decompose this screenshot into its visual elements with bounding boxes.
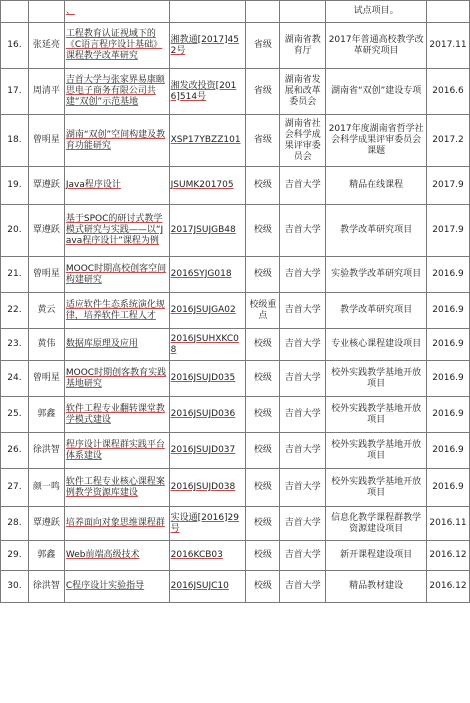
cell-org: 吉首大学 [280,397,326,433]
cell-title: 适应软件生态系统演化规律，培养软件工程人才 [64,293,169,329]
cell-name: 郭鑫 [28,541,64,571]
table-row [1,1,470,23]
cell-title: Java程序设计 [64,167,169,205]
cell-code: 2016JSUHXKC08 [169,329,246,361]
cell-date: 2016.9 [427,293,470,329]
cell-date: 2016.9 [427,361,470,397]
cell-code: 湘教通[2017]452号 [169,23,246,69]
cell-kind: 校外实践教学基地开放项目 [326,361,427,397]
cell-level: 校级 [246,167,280,205]
cell-org: 吉首大学 [280,329,326,361]
cell-org: 吉首大学 [280,167,326,205]
cell-name: 张延亮 [28,23,64,69]
cell-org: 湖南省社会科学成果评审委员会 [280,115,326,167]
cell-level: 校级重点 [246,293,280,329]
cell-title: 、 [64,1,169,23]
cell-title: 基于SPOC的研讨式教学模式研究与实践——以“Java程序设计”课程为例 [64,205,169,257]
cell-name: 徐洪智 [28,571,64,603]
cell-code: 2016JSUJD035 [169,361,246,397]
cell-code: 2016SYJG018 [169,257,246,293]
cell-name: 黄云 [28,293,64,329]
cell-title: 软件工程专业翻转课堂教学模式建设 [64,397,169,433]
cell-no: 22. [1,293,29,329]
cell-title: Web前端高级技术 [64,541,169,571]
cell-name: 覃遵跃 [28,205,64,257]
cell-kind: 湖南省“双创”建设专项 [326,69,427,115]
cell-kind: 教学改革研究项目 [326,205,427,257]
cell-kind: 校外实践教学基地开放项目 [326,433,427,469]
table-row [1,167,470,205]
table-row [1,571,470,603]
cell-level: 校级 [246,329,280,361]
cell-code: 2017JSUJGB48 [169,205,246,257]
table-row [1,361,470,397]
cell-name: 徐洪智 [28,433,64,469]
cell-date: 2016.9 [427,329,470,361]
cell-kind: 校外实践教学基地开放项目 [326,469,427,507]
cell-date: 2016.9 [427,469,470,507]
cell-no [1,1,29,23]
cell-kind: 精品教材建设 [326,571,427,603]
cell-kind: 精品在线课程 [326,167,427,205]
cell-no: 24. [1,361,29,397]
cell-org: 吉首大学 [280,361,326,397]
table-row [1,205,470,257]
cell-title: 软件工程专业核心课程案例教学资源库建设 [64,469,169,507]
table-row [1,541,470,571]
cell-org: 吉首大学 [280,469,326,507]
cell-date: 2016.9 [427,433,470,469]
table-row [1,23,470,69]
cell-org: 吉首大学 [280,433,326,469]
cell-date: 2017.9 [427,167,470,205]
cell-date: 2016.11 [427,507,470,541]
cell-kind: 2017年普通高校教学改革研究项目 [326,23,427,69]
cell-no: 26. [1,433,29,469]
cell-date: 2017.2 [427,115,470,167]
cell-title: 工程教育认证视域下的《C语言程序设计基础》课程教学改革研究 [64,23,169,69]
table-row [1,433,470,469]
cell-kind: 新开课程建设项目 [326,541,427,571]
cell-no: 27. [1,469,29,507]
cell-code: 2016JSUJD037 [169,433,246,469]
cell-org: 吉首大学 [280,293,326,329]
cell-level: 校级 [246,507,280,541]
cell-org: 吉首大学 [280,571,326,603]
cell-level: 校级 [246,397,280,433]
table-row [1,293,470,329]
cell-name: 颜一鸣 [28,469,64,507]
cell-kind: 2017年度湖南省哲学社会科学成果评审委员会课题 [326,115,427,167]
cell-code: 2016JSUJD036 [169,397,246,433]
cell-name: 覃遵跃 [28,167,64,205]
cell-date: 2016.12 [427,571,470,603]
cell-code: 2016JSUJD038 [169,469,246,507]
cell-code: JSUMK201705 [169,167,246,205]
cell-no: 21. [1,257,29,293]
table-row [1,397,470,433]
cell-code: 实设通[2016]29号 [169,507,246,541]
cell-title: 程序设计课程群实践平台体系建设 [64,433,169,469]
cell-org: 吉首大学 [280,507,326,541]
cell-level [246,1,280,23]
cell-name: 曾明星 [28,257,64,293]
cell-no: 23. [1,329,29,361]
cell-title: 数据库原理及应用 [64,329,169,361]
cell-no: 29. [1,541,29,571]
cell-title: MOOC时期高校创客空间构建研究 [64,257,169,293]
table-row [1,257,470,293]
cell-org [280,1,326,23]
cell-date: 2016.12 [427,541,470,571]
cell-code: 湘发改投资[2016]514号 [169,69,246,115]
cell-title: C程序设计实验指导 [64,571,169,603]
cell-name: 曾明星 [28,115,64,167]
cell-level: 省级 [246,69,280,115]
cell-no: 20. [1,205,29,257]
cell-no: 17. [1,69,29,115]
cell-name: 曾明星 [28,361,64,397]
cell-no: 28. [1,507,29,541]
cell-code: XSP17YBZZ101 [169,115,246,167]
cell-level: 校级 [246,469,280,507]
cell-date: 2016.9 [427,257,470,293]
cell-name: 覃遵跃 [28,507,64,541]
cell-org: 吉首大学 [280,257,326,293]
cell-title: MOOC时期创客教育实践基地研究 [64,361,169,397]
cell-level: 校级 [246,433,280,469]
cell-org: 吉首大学 [280,205,326,257]
cell-date [427,1,470,23]
cell-code [169,1,246,23]
cell-no: 25. [1,397,29,433]
cell-level: 校级 [246,361,280,397]
cell-title: 湖南“双创”空间构建及教育功能研究 [64,115,169,167]
cell-title: 培养面向对象思维课程群 [64,507,169,541]
table-row [1,69,470,115]
table-row [1,469,470,507]
cell-kind: 实验教学改革研究项目 [326,257,427,293]
cell-name: 周清平 [28,69,64,115]
table-row [1,329,470,361]
cell-org: 湖南省教育厅 [280,23,326,69]
cell-name: 郭鑫 [28,397,64,433]
cell-title: 吉首大学与张家界易康颐思电子商务有限公司共建“双创”示范基地 [64,69,169,115]
cell-date: 2016.6 [427,69,470,115]
cell-code: 2016KCB03 [169,541,246,571]
cell-level: 省级 [246,23,280,69]
cell-no: 16. [1,23,29,69]
cell-kind: 校外实践教学基地开放项目 [326,397,427,433]
cell-kind: 信息化教学课程群教学资源建设项目 [326,507,427,541]
cell-level: 校级 [246,571,280,603]
cell-kind: 试点项目。 [326,1,427,23]
cell-no: 30. [1,571,29,603]
cell-code: 2016JSUJGA02 [169,293,246,329]
cell-kind: 专业核心课程建设项目 [326,329,427,361]
cell-date: 2016.9 [427,397,470,433]
table-row [1,115,470,167]
cell-level: 校级 [246,541,280,571]
cell-org: 湖南省发展和改革委员会 [280,69,326,115]
cell-date: 2017.9 [427,205,470,257]
cell-org: 吉首大学 [280,541,326,571]
cell-level: 校级 [246,257,280,293]
cell-kind: 教学改革研究项目 [326,293,427,329]
cell-date: 2017.11 [427,23,470,69]
cell-level: 省级 [246,115,280,167]
table-row [1,507,470,541]
cell-level: 校级 [246,205,280,257]
cell-code: 2016JSUJC10 [169,571,246,603]
cell-no: 19. [1,167,29,205]
cell-name: 黄伟 [28,329,64,361]
cell-no: 18. [1,115,29,167]
cell-name [28,1,64,23]
